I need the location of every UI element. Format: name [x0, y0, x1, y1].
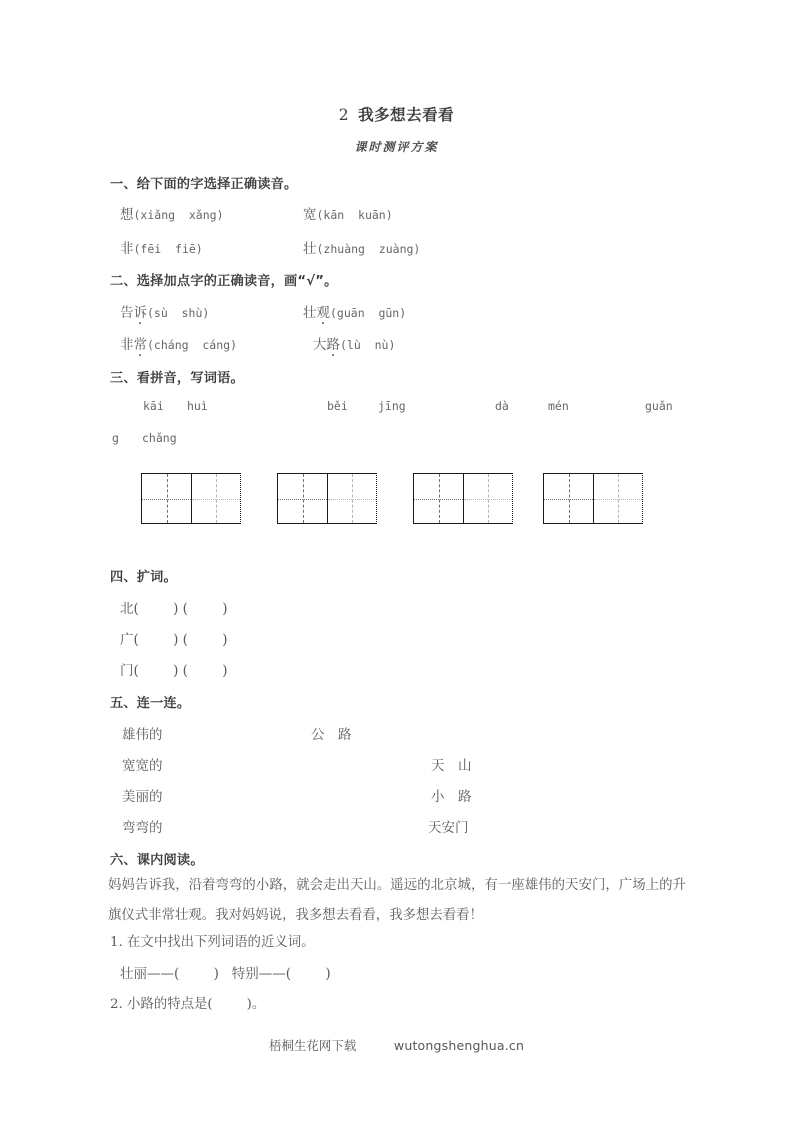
section-one-item-4: [303, 237, 420, 257]
writing-grid-group-4[interactable]: [543, 473, 643, 524]
match-right-3[interactable]: 小 路: [431, 789, 472, 805]
section-four-heading: 四、扩词。: [110, 570, 177, 585]
pinyin-da: dà: [495, 399, 509, 413]
char: 告: [120, 305, 134, 321]
section-one-item-2: [303, 203, 393, 223]
pinyin-options: (xiǎng xǎng): [133, 208, 224, 222]
char: 壮: [303, 241, 317, 257]
match-left-4[interactable]: 弯弯的: [122, 820, 163, 836]
section-two-item-1: [120, 301, 209, 321]
pinyin-hui: huì: [187, 399, 208, 413]
answer-brackets[interactable]: ( ) ( ): [133, 632, 228, 648]
writing-cell[interactable]: [593, 474, 642, 523]
pinyin-options: (cháng cáng): [147, 338, 238, 352]
reading-question-2[interactable]: 2. 小路的特点是( )。: [110, 997, 266, 1012]
match-right-1[interactable]: 公 路: [311, 727, 352, 743]
char: 宽: [303, 207, 317, 223]
writing-cell[interactable]: [327, 474, 376, 523]
section-two-item-2: [303, 301, 406, 321]
emphasis-char: 观: [317, 301, 331, 321]
section-four-row-1: [120, 597, 228, 617]
writing-cell[interactable]: [414, 474, 463, 523]
match-right-4[interactable]: 天安门: [428, 820, 469, 836]
writing-grid-row: [0, 473, 793, 533]
reading-question-1: 1. 在文中找出下列词语的近义词。: [110, 935, 315, 950]
writing-cell[interactable]: [191, 474, 240, 523]
footer-label: 梧桐生花网下载: [268, 1038, 357, 1053]
section-two-heading: 二、选择加点字的正确读音，画“√”。: [110, 274, 338, 289]
section-one-item-1: [120, 203, 224, 223]
section-two-item-4: [313, 333, 395, 353]
writing-grid-group-1[interactable]: [141, 473, 241, 524]
char: 北: [120, 601, 134, 617]
pinyin-chang: chǎng: [142, 431, 177, 445]
emphasis-char: 常: [134, 333, 148, 353]
reading-passage: 妈妈告诉我，沿着弯弯的小路，就会走出天山。遥远的北京城，有一座雄伟的天安门，广场上的升旗仪式非常壮观。我对妈妈说，我多想去看看，我多想去看看！: [108, 878, 686, 923]
footer-site: wutongshenghua.cn: [393, 1038, 525, 1053]
match-left-3[interactable]: 美丽的: [122, 789, 163, 805]
writing-grid-group-2[interactable]: [277, 473, 377, 524]
pinyin-options: (sù shù): [147, 306, 210, 320]
pinyin-jing: jīng: [378, 399, 406, 413]
writing-cell[interactable]: [544, 474, 593, 523]
char: 门: [120, 663, 134, 679]
pinyin-g: g: [112, 431, 119, 445]
char: 非: [120, 337, 134, 353]
pinyin-options: (guān gūn): [330, 306, 407, 320]
section-five-heading: 五、连一连。: [110, 696, 191, 711]
lesson-title: 我多想去看看: [358, 106, 455, 124]
writing-cell[interactable]: [142, 474, 191, 523]
match-right-2[interactable]: 天 山: [431, 758, 472, 774]
footer-watermark: [0, 1036, 793, 1054]
match-left-1[interactable]: 雄伟的: [122, 727, 163, 743]
emphasis-char: 诉: [134, 301, 148, 321]
writing-cell[interactable]: [278, 474, 327, 523]
section-four-row-2: [120, 628, 228, 648]
pinyin-options: (zhuàng zuàng): [316, 242, 421, 256]
section-four-row-3: [120, 659, 228, 679]
char: 非: [120, 241, 134, 257]
lesson-number: 2: [338, 106, 350, 124]
pinyin-options: (lù nù): [340, 338, 396, 352]
writing-cell[interactable]: [463, 474, 512, 523]
pinyin-bei: běi: [327, 399, 348, 413]
char: 广: [120, 632, 134, 648]
pinyin-options: (fēi fiē): [133, 242, 203, 256]
section-one-heading: 一、给下面的字选择正确读音。: [110, 177, 298, 192]
page-subtitle: 课时测评方案: [354, 140, 439, 154]
pinyin-options: (kān kuān): [316, 208, 393, 222]
section-one-item-3: [120, 237, 203, 257]
section-three-heading: 三、看拼音，写词语。: [110, 371, 244, 386]
pinyin-kai: kāi: [143, 399, 164, 413]
writing-grid-group-3[interactable]: [413, 473, 513, 524]
char: 大: [313, 337, 327, 353]
char: 壮: [303, 305, 317, 321]
pinyin-men: mén: [548, 399, 569, 413]
answer-brackets[interactable]: ( ) ( ): [133, 601, 228, 617]
char: 想: [120, 207, 134, 223]
section-two-item-3: [120, 333, 237, 353]
answer-brackets[interactable]: ( ) ( ): [133, 663, 228, 679]
pinyin-guan: guǎn: [645, 399, 673, 413]
reading-question-1-blanks[interactable]: 壮丽——( ) 特别——( ): [120, 966, 331, 982]
emphasis-char: 路: [327, 333, 341, 353]
page-title: [0, 103, 793, 125]
section-six-heading: 六、课内阅读。: [110, 853, 204, 868]
match-left-2[interactable]: 宽宽的: [122, 758, 163, 774]
